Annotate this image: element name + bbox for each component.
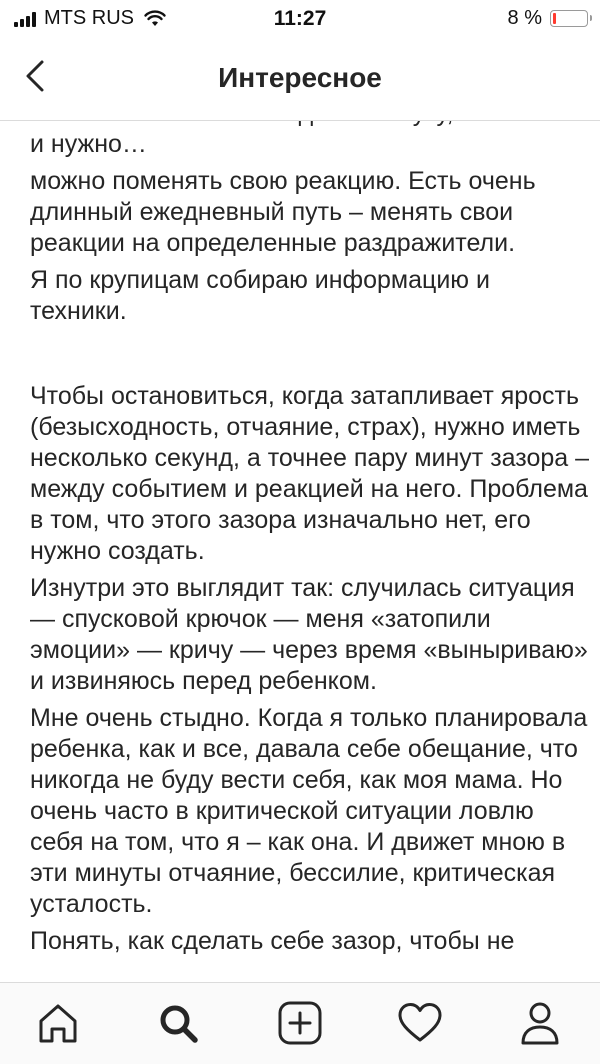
carrier-label: MTS RUS [44, 7, 134, 29]
tab-profile[interactable] [516, 999, 564, 1047]
navigation-bar [0, 38, 600, 121]
partial-text-line: и нужно… [30, 130, 147, 158]
heart-icon [397, 1001, 443, 1045]
tab-search[interactable] [154, 999, 202, 1047]
clock: 11:27 [273, 7, 327, 30]
battery-percent: 8 % [507, 7, 542, 29]
tab-new-post[interactable] [276, 999, 324, 1047]
battery-group [508, 7, 588, 30]
plus-square-icon [277, 1000, 323, 1046]
paragraph: Я по крупицам собираю информацию и техники. [30, 266, 497, 325]
tab-home[interactable] [34, 999, 82, 1047]
page-title: Интересное [218, 62, 382, 93]
paragraph-gap [30, 333, 590, 381]
paragraph: Изнутри это выглядит так: случилась ситуация — спусковой крючок — меня «затопили эмоции» — кричу — через время «выныриваю» и извиняюсь перед ребенком. [30, 574, 595, 695]
post-text [30, 98, 596, 963]
paragraph: Понять, как сделать себе зазор, чтобы не [30, 927, 515, 955]
paragraph: можно поменять свою реакцию. Есть очень длинный ежедневный путь – менять свои реакции на определенные раздражители. [30, 167, 543, 257]
home-icon [36, 1001, 80, 1045]
paragraph: Чтобы остановиться, когда затапливает ярость (безысходность, отчаяние, страх), нужно иметь несколько секунд, а точнее пару минут зазора – между событием и реакцией на него. Проблема в том, что этого зазора изначально нет, его нужно создать. [30, 382, 596, 565]
paragraph: Мне очень стыдно. Когда я только планировала ребенка, как и все, давала себе обещание, что никогда не буду вести себя, как моя мама. Но очень часто в критической ситуации ловлю себя на том, что я – как она. И движет мною в эти минуты отчаяние, бессилие, критическая усталость. [30, 704, 595, 918]
status-bar [0, 0, 600, 38]
battery-icon [550, 10, 588, 27]
profile-icon [518, 1000, 562, 1046]
search-icon [156, 1001, 200, 1045]
post-content[interactable] [0, 120, 600, 982]
tab-activity[interactable] [396, 999, 444, 1047]
tab-bar [0, 982, 600, 1064]
